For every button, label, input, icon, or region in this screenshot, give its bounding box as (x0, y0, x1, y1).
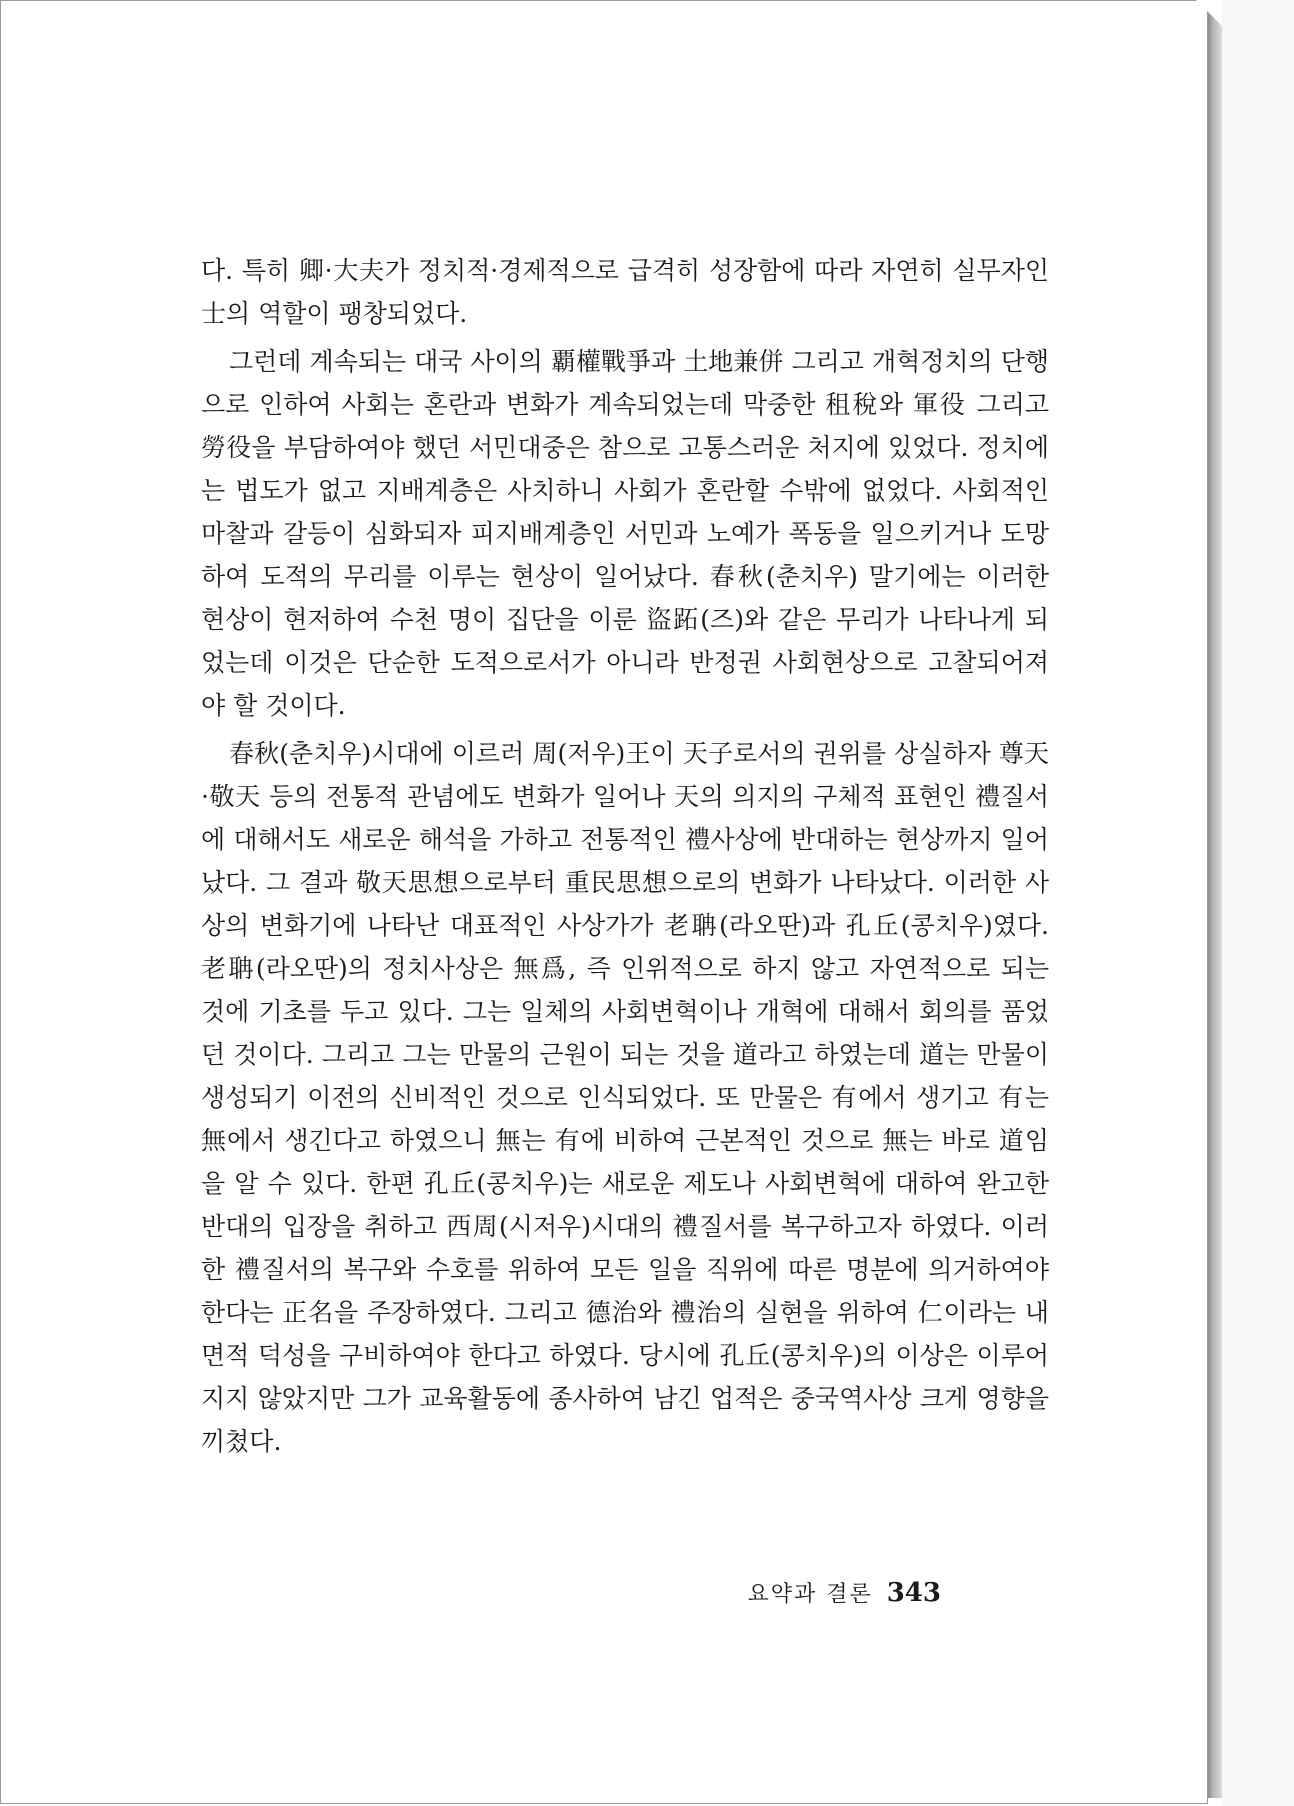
page-body-text (201, 249, 1049, 1468)
paragraph-continuation: 다. 특히 卿·大夫가 정치적·경제적으로 급격히 성장함에 따라 자연히 실무자인 士의 역할이 팽창되었다. (201, 256, 1049, 328)
page-folded-corner (1196, 0, 1222, 26)
paragraph-chunqiu-thought: 春秋(춘치우)시대에 이르러 周(저우)王이 天子로서의 권위를 상실하자 尊天·敬天 등의 전통적 관념에도 변화가 일어나 天의 의지의 구체적 표현인 禮질서에 대해서도 새로운 해석을 가하고 전통적인 禮사상에 반대하는 현상까지 일어났다. 그 결과 敬天思想으로부터 重民思想으로의 변화가 나타났다. 이러한 사상의 변화기에 나타난 대표적인 사상가가 老聃(라오딴)과 孔丘(콩치우)였다. 老聃(라오딴)의 정치사상은 無爲, 즉 인위적으로 하지 않고 자연적으로 되는 것에 기초를 두고 있다. 그는 일체의 사회변혁이나 개혁에 대해서 회의를 품었던 것이다. 그리고 그는 만물의 근원이 되는 것을 道라고 하였는데 道는 만물이 생성되기 이전의 신비적인 것으로 인식되었다. 또 만물은 有에서 생기고 有는 無에서 생긴다고 하였으니 無는 有에 비하여 근본적인 것으로 無는 바로 道임을 알 수 있다. 한편 孔丘(콩치우)는 새로운 제도나 사회변혁에 대하여 완고한 반대의 입장을 취하고 西周(시저우)시대의 禮질서를 복구하고자 하였다. 이러한 禮질서의 복구와 수호를 위하여 모든 일을 직위에 따른 명분에 의거하여야 한다는 正名을 주장하였다. 그리고 德治와 禮治의 실현을 위하여 仁이라는 내면적 덕성을 구비하여야 한다고 하였다. 당시에 孔丘(콩치우)의 이상은 이루어지지 않았지만 그가 교육활동에 종사하여 남긴 업적은 중국역사상 크게 영향을 끼쳤다. (201, 739, 1049, 1456)
page-footer (747, 1577, 941, 1608)
page-edge-shadow (1208, 8, 1222, 1798)
viewer-background (1222, 0, 1294, 1806)
page-number: 343 (886, 1578, 941, 1608)
running-footer-title: 요약과 결론 (747, 1582, 873, 1607)
paragraph-social-turmoil: 그런데 계속되는 대국 사이의 覇權戰爭과 土地兼併 그리고 개혁정치의 단행으로 인하여 사회는 혼란과 변화가 계속되었는데 막중한 租稅와 軍役 그리고 勞役을 부담하여야 했던 서민대중은 참으로 고통스러운 처지에 있었다. 정치에는 법도가 없고 지배계층은 사치하니 사회가 혼란할 수밖에 없었다. 사회적인 마찰과 갈등이 심화되자 피지배계층인 서민과 노예가 폭동을 일으키거나 도망하여 도적의 무리를 이루는 현상이 일어났다. 春秋(춘치우) 말기에는 이러한 현상이 현저하여 수천 명이 집단을 이룬 盜跖(즈)와 같은 무리가 나타나게 되었는데 이것은 단순한 도적으로서가 아니라 반정권 사회현상으로 고찰되어져야 할 것이다. (201, 347, 1049, 720)
